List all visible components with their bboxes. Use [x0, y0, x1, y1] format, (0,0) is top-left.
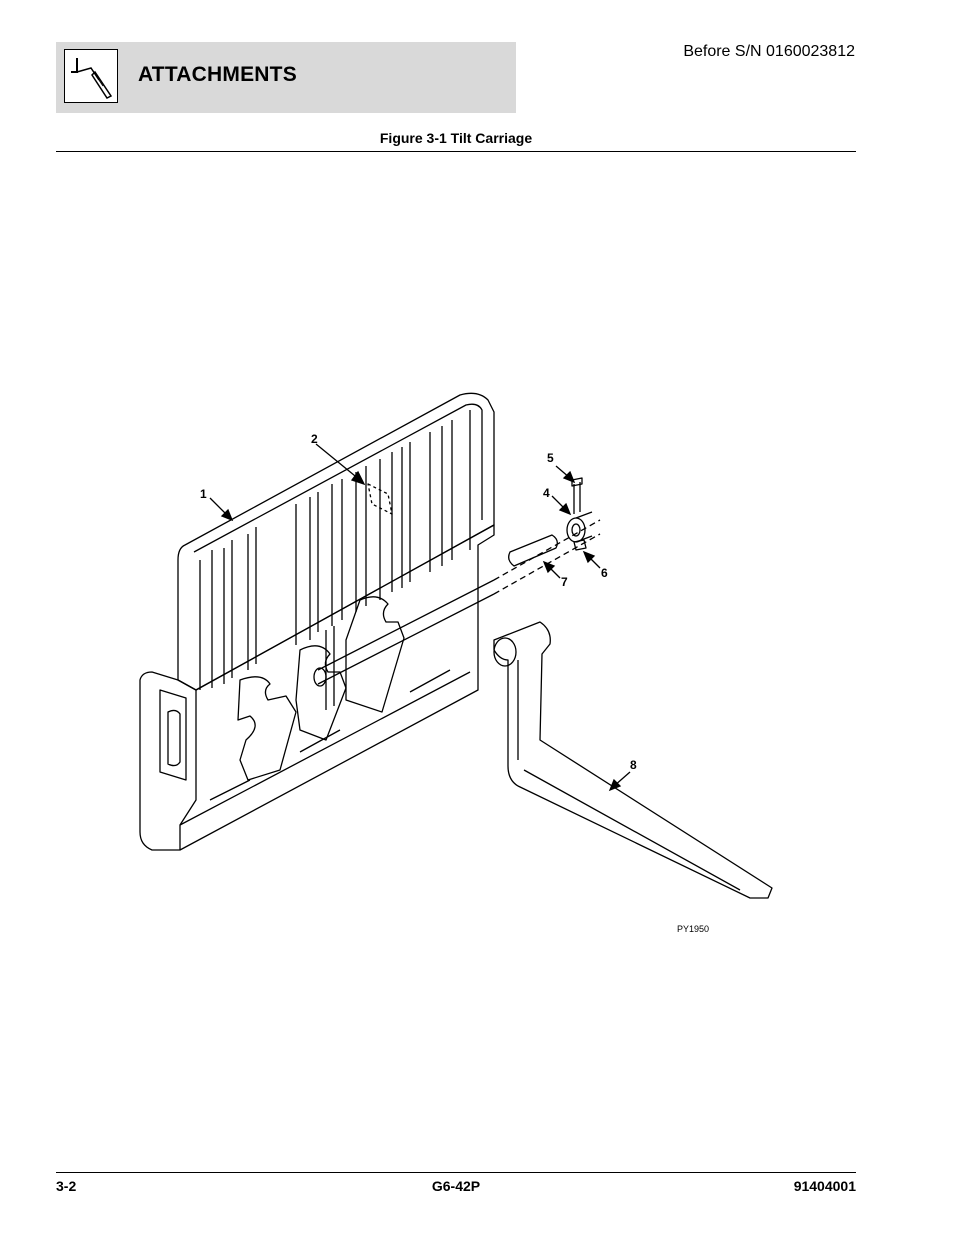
- figure-title: Figure 3-1 Tilt Carriage: [379, 130, 533, 146]
- callout-1: 1: [200, 487, 207, 501]
- section-title: ATTACHMENTS: [138, 63, 297, 86]
- callout-4: 4: [543, 486, 550, 500]
- callout-8: 8: [630, 758, 637, 772]
- callout-7: 7: [561, 575, 568, 589]
- document-number: 91404001: [793, 1178, 856, 1194]
- serial-number-note: Before S/N 0160023812: [683, 43, 855, 60]
- drawing-code: PY1950: [677, 924, 710, 934]
- footer-rule: [56, 1172, 856, 1173]
- callout-6: 6: [601, 566, 608, 580]
- callout-2: 2: [311, 432, 318, 446]
- page-number: 3-2: [56, 1178, 77, 1194]
- model-number: G6-42P: [431, 1178, 481, 1194]
- callout-5: 5: [547, 451, 554, 465]
